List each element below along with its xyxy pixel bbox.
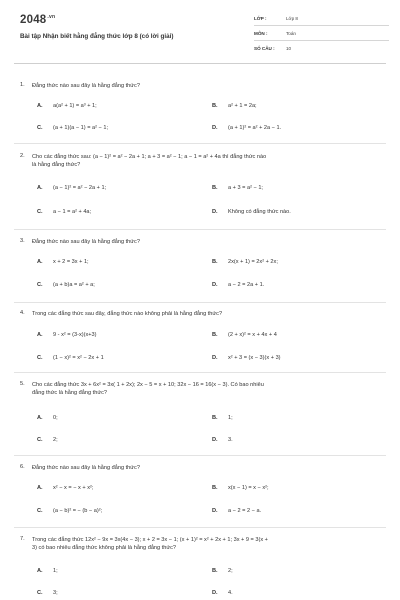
option-text: a² + 1 = 2a; xyxy=(228,103,257,109)
option-text: 3; xyxy=(53,590,58,596)
question-divider xyxy=(14,527,386,528)
option-label: A. xyxy=(37,185,43,191)
question-number: 6. xyxy=(20,464,25,470)
question-divider xyxy=(14,455,386,456)
option-label: C. xyxy=(37,209,43,215)
option-label: D. xyxy=(212,590,218,596)
option-text: 4. xyxy=(228,590,233,596)
option-label: C. xyxy=(37,282,43,288)
question-text xyxy=(32,536,382,552)
question-number: 5. xyxy=(20,381,25,387)
option-a[interactable] xyxy=(37,415,58,421)
option-d[interactable] xyxy=(212,125,281,131)
meta-value-subject: Toán xyxy=(286,31,296,36)
option-text: (2 + x)² = x + 4x + 4 xyxy=(228,332,277,338)
option-label: A. xyxy=(37,259,43,265)
option-text: (1 − x)² = x² − 2x + 1 xyxy=(53,355,104,361)
option-a[interactable] xyxy=(37,259,89,265)
option-label: D. xyxy=(212,282,218,288)
option-c[interactable] xyxy=(37,282,95,288)
meta-label-count: SỐ CÂU : xyxy=(254,46,275,51)
option-c[interactable] xyxy=(37,125,108,131)
option-text: (a − b)² = − (b − a)²; xyxy=(53,508,103,514)
option-a[interactable] xyxy=(37,332,97,338)
question-line: Trong các đẳng thức 12x² − 9x = 3x(4x − 3); x + 2 = 3x − 1; (x + 1)² = x² + 2x + 1; 3x + 9 = 3(x + xyxy=(32,537,268,543)
option-text: 0; xyxy=(53,415,58,421)
question-text xyxy=(32,82,382,90)
question-number: 7. xyxy=(20,536,25,542)
option-b[interactable] xyxy=(212,103,257,109)
option-text: x² − x = − x + x²; xyxy=(53,485,94,491)
option-a[interactable] xyxy=(37,568,58,574)
option-label: C. xyxy=(37,508,43,514)
question-line: Trong các đẳng thức sau đây, đẳng thức nào không phải là hằng đẳng thức? xyxy=(32,311,223,317)
option-label: B. xyxy=(212,332,218,338)
option-label: B. xyxy=(212,415,218,421)
option-d[interactable] xyxy=(212,437,233,443)
header-divider xyxy=(14,63,386,64)
option-label: C. xyxy=(37,590,43,596)
option-label: A. xyxy=(37,415,43,421)
option-text: 2; xyxy=(228,568,233,574)
meta-divider xyxy=(254,25,389,26)
option-label: A. xyxy=(37,332,43,338)
option-label: B. xyxy=(212,568,218,574)
option-label: C. xyxy=(37,355,43,361)
option-label: A. xyxy=(37,485,43,491)
logo-main: 2048 xyxy=(20,14,47,26)
question-text xyxy=(32,381,382,397)
option-text: a + 3 = a² − 1; xyxy=(228,185,263,191)
option-label: A. xyxy=(37,568,43,574)
option-label: D. xyxy=(212,209,218,215)
meta-label-subject: MÔN : xyxy=(254,31,268,36)
option-label: B. xyxy=(212,185,218,191)
meta-value-class: Lớp 8 xyxy=(286,16,298,21)
option-a[interactable] xyxy=(37,103,97,109)
question-text xyxy=(32,464,382,472)
question-divider xyxy=(14,302,386,303)
option-label: B. xyxy=(212,485,218,491)
question-line: Đẳng thức nào sau đây là hằng đẳng thức? xyxy=(32,465,140,471)
question-number: 2. xyxy=(20,153,25,159)
option-d[interactable] xyxy=(212,209,291,215)
question-line: Đẳng thức nào sau đây là hằng đẳng thức? xyxy=(32,239,140,245)
option-d[interactable] xyxy=(212,590,233,596)
option-text: x² + 3 = (x − 3)(x + 3) xyxy=(228,355,281,361)
question-text xyxy=(32,153,382,169)
option-a[interactable] xyxy=(37,485,93,491)
question-text xyxy=(32,238,382,246)
option-label: C. xyxy=(37,437,43,443)
question-line: Cho các đẳng thức sau: (a − 1)² = a² − 2a + 1; a + 3 = a² − 1; a − 1 = a² + 4a thì đẳng thức nào xyxy=(32,154,267,160)
option-text: x + 2 = 3x + 1; xyxy=(53,259,89,265)
question-line: đẳng thức là hằng đẳng thức? xyxy=(32,390,107,397)
question-line: 3) có bao nhiêu đẳng thức không phải là hằng đẳng thức? xyxy=(32,545,177,552)
logo-tld: .vn xyxy=(47,14,56,20)
option-label: A. xyxy=(37,103,43,109)
option-c[interactable] xyxy=(37,209,91,215)
meta-label-class: LỚP : xyxy=(254,16,267,21)
option-label: D. xyxy=(212,437,218,443)
option-d[interactable] xyxy=(212,355,281,361)
option-b[interactable] xyxy=(212,332,277,338)
option-text: Không có đẳng thức nào. xyxy=(228,209,291,215)
option-text: 9 - x² = (3-x)(x+3) xyxy=(53,332,97,338)
option-text: 1; xyxy=(53,568,58,574)
option-c[interactable] xyxy=(37,437,58,443)
option-b[interactable] xyxy=(212,568,233,574)
question-divider xyxy=(14,229,386,230)
option-c[interactable] xyxy=(37,508,102,514)
option-text: 3. xyxy=(228,437,233,443)
question-divider xyxy=(14,372,386,373)
option-c[interactable] xyxy=(37,590,58,596)
option-c[interactable] xyxy=(37,355,104,361)
question-number: 4. xyxy=(20,310,25,316)
option-b[interactable] xyxy=(212,485,269,491)
option-text: a(a² + 1) = a³ + 1; xyxy=(53,103,97,109)
option-label: D. xyxy=(212,125,218,131)
option-label: B. xyxy=(212,103,218,109)
option-b[interactable] xyxy=(212,259,278,265)
meta-divider xyxy=(254,40,389,41)
option-text: 2x(x + 1) = 2x² + 2x; xyxy=(228,259,278,265)
option-b[interactable] xyxy=(212,185,263,191)
meta-value-count: 10 xyxy=(286,46,292,51)
document-title: Bài tập Nhận biết hằng đẳng thức lớp 8 (có lời giải) xyxy=(20,33,174,40)
question-number: 3. xyxy=(20,238,25,244)
option-label: B. xyxy=(212,259,218,265)
option-text: a − 1 = a² + 4a; xyxy=(53,209,92,215)
option-text: (a + 1)² = a² + 2a − 1. xyxy=(228,125,282,131)
option-text: x(x − 1) = x − x²; xyxy=(228,485,269,491)
page-header xyxy=(0,0,400,60)
option-label: C. xyxy=(37,125,43,131)
question-line: là hằng đẳng thức? xyxy=(32,162,81,169)
option-text: (a + 1)(a − 1) = a² − 1; xyxy=(53,125,109,131)
option-text: a − 2 = 2 − a. xyxy=(228,508,262,514)
option-a[interactable] xyxy=(37,185,106,191)
question-line: Cho các đẳng thức 3x + 6x² = 3x( 1 + 2x); 2x − 5 = x + 10; 32x − 16 = 16(x − 3). Có bao nhiêu xyxy=(32,382,264,388)
option-d[interactable] xyxy=(212,282,264,288)
option-label: D. xyxy=(212,355,218,361)
question-text xyxy=(32,310,382,318)
option-text: (a + b)a = a² + a; xyxy=(53,282,95,288)
option-d[interactable] xyxy=(212,508,261,514)
site-logo[interactable] xyxy=(20,14,55,26)
option-text: a − 2 = 2a + 1. xyxy=(228,282,265,288)
option-label: D. xyxy=(212,508,218,514)
question-number: 1. xyxy=(20,82,25,88)
option-text: 2; xyxy=(53,437,58,443)
question-divider xyxy=(14,143,386,144)
option-b[interactable] xyxy=(212,415,233,421)
question-line: Đẳng thức nào sau đây là hằng đẳng thức? xyxy=(32,83,140,89)
option-text: (a − 1)² = a² − 2a + 1; xyxy=(53,185,107,191)
option-text: 1; xyxy=(228,415,233,421)
